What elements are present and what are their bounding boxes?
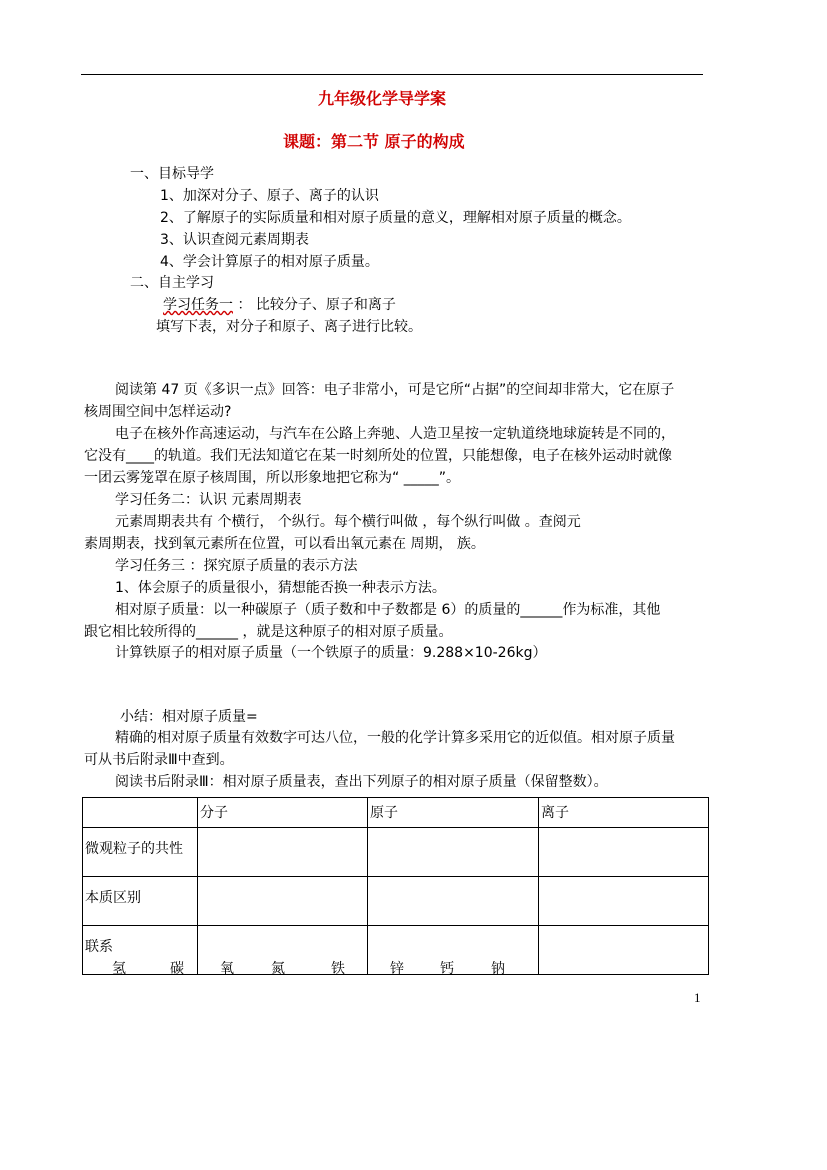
task3-line4: 计算铁原子的相对原子质量（一个铁原子的质量：9.288×10-26kg） bbox=[115, 645, 547, 661]
element-hydrogen: 氢 bbox=[112, 961, 126, 977]
element-calcium: 钙 bbox=[440, 961, 454, 977]
row-label: 本质区别 bbox=[83, 877, 198, 926]
task3-line1: 1、体会原子的质量很小，猜想能否换一种表示方法。 bbox=[115, 580, 446, 596]
task2-heading: 学习任务二：认识 元素周期表 bbox=[115, 492, 302, 508]
summary-label: 小结：相对原子质量= bbox=[120, 709, 258, 725]
table-cell[interactable] bbox=[198, 828, 368, 877]
element-zinc: 锌 bbox=[390, 961, 404, 977]
goal-item-2: 2、了解原子的实际质量和相对原子质量的意义，理解相对原子质量的概念。 bbox=[160, 210, 631, 226]
comparison-table bbox=[82, 797, 709, 975]
reading-p2-line3: 一团云雾笼罩在原子核周围，所以形象地把它称为“ _____”。 bbox=[84, 470, 460, 486]
section2-heading: 二、自主学习 bbox=[130, 275, 214, 291]
goal-item-1: 1、加深对分子、原子、离子的认识 bbox=[160, 188, 379, 204]
table-cell[interactable] bbox=[539, 828, 709, 877]
task3-line2: 相对原子质量：以一种碳原子（质子数和中子数都是 6）的质量的______作为标准，其他 bbox=[115, 602, 661, 618]
page-number: 1 bbox=[694, 990, 701, 1005]
table-row bbox=[83, 828, 709, 877]
table-cell[interactable] bbox=[198, 877, 368, 926]
summary-line3: 阅读书后附录Ⅲ：相对原子质量表，查出下列原子的相对原子质量（保留整数）。 bbox=[115, 774, 608, 790]
task3-heading: 学习任务三 ：探究原子质量的表示方法 bbox=[115, 558, 358, 574]
element-sodium: 钠 bbox=[491, 961, 505, 977]
table-cell[interactable] bbox=[539, 877, 709, 926]
row-label: 微观粒子的共性 bbox=[83, 828, 198, 877]
task2-line2: 素周期表，找到氧元素所在位置，可以看出氧元素在 周期， 族。 bbox=[84, 536, 485, 552]
goal-item-4: 4、学会计算原子的相对原子质量。 bbox=[160, 254, 379, 270]
task1-desc: 填写下表，对分子和原子、离子进行比较。 bbox=[156, 319, 422, 335]
reading-p2-line2: 它没有____的轨道。我们无法知道它在某一时刻所处的位置，只能想像，电子在核外运动时就像 bbox=[84, 448, 672, 464]
section1-heading: 一、目标导学 bbox=[130, 166, 214, 182]
reading-p1-line2: 核周围空间中怎样运动? bbox=[84, 404, 232, 420]
task1-title: ： 比较分子、原子和离子 bbox=[233, 297, 396, 313]
doc-title: 九年级化学导学案 bbox=[318, 89, 447, 108]
summary-line2: 可从书后附录Ⅲ中查到。 bbox=[84, 752, 234, 768]
table-cell[interactable] bbox=[539, 926, 709, 975]
reading-p2-line1: 电子在核外作高速运动，与汽车在公路上奔驰、人造卫星按一定轨道绕地球旋转是不同的， bbox=[115, 426, 675, 442]
table-cell[interactable] bbox=[368, 828, 539, 877]
element-nitrogen: 氮 bbox=[271, 961, 285, 977]
element-iron: 铁 bbox=[331, 961, 345, 977]
task3-line3: 跟它相比较所得的______ ，就是这种原子的相对原子质量。 bbox=[84, 624, 453, 640]
task2-line1: 元素周期表共有 个横行， 个纵行。每个横行叫做 ，每个纵行叫做 。查阅元 bbox=[115, 514, 581, 530]
row-label: 联系 bbox=[83, 926, 198, 975]
element-carbon: 碳 bbox=[170, 961, 184, 977]
table-header-row bbox=[83, 798, 709, 828]
table-header-cell: 离子 bbox=[539, 798, 709, 828]
table-header-cell: 分子 bbox=[198, 798, 368, 828]
goal-item-3: 3、认识查阅元素周期表 bbox=[160, 232, 309, 248]
table-cell[interactable] bbox=[368, 877, 539, 926]
element-oxygen: 氧 bbox=[220, 961, 234, 977]
table-header-cell: 原子 bbox=[368, 798, 539, 828]
table-header-cell bbox=[83, 798, 198, 828]
header-rule bbox=[81, 74, 703, 75]
reading-p1-line1: 阅读第 47 页《多识一点》回答：电子非常小，可是它所“占据”的空间却非常大，它在原子 bbox=[115, 382, 675, 398]
task1-label: 学习任务一 bbox=[163, 297, 233, 313]
table-row bbox=[83, 877, 709, 926]
summary-line1: 精确的相对原子质量有效数字可达八位，一般的化学计算多采用它的近似值。相对原子质量 bbox=[115, 730, 675, 746]
topic-title: 课题：第二节 原子的构成 bbox=[283, 132, 465, 151]
task1-heading bbox=[163, 295, 396, 315]
